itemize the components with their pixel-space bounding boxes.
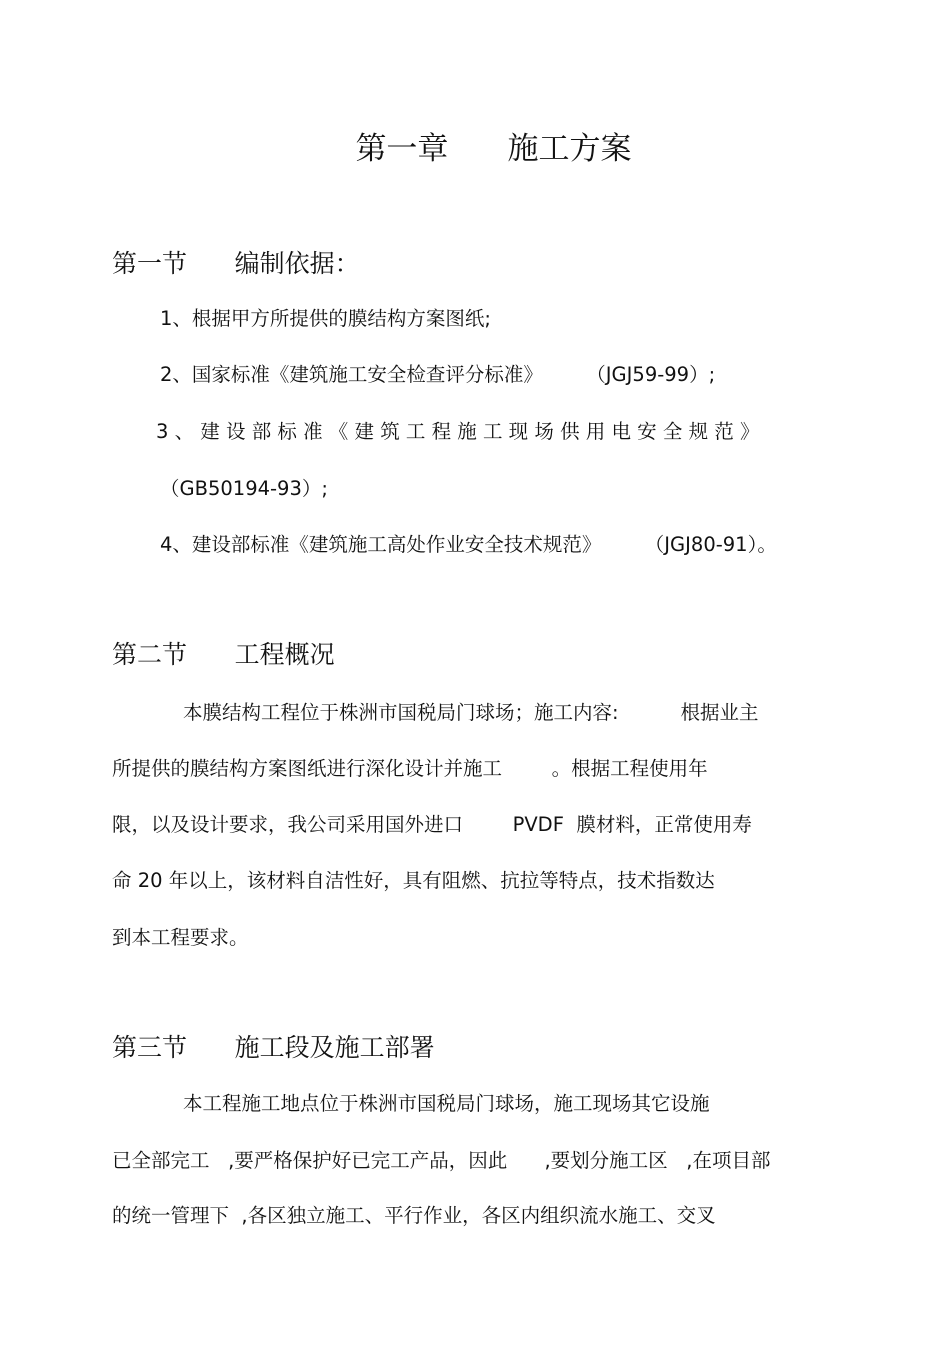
section2-line-4: 命 20 年以上，该材料自洁性好，具有阻燃、抗拉等特点，技术指数达 (112, 869, 715, 892)
section2-line-1: 本膜结构工程位于株洲市国税局门球场；施工内容: 根据业主 (183, 701, 759, 724)
section1-heading: 第一节 编制依据： (112, 249, 360, 278)
section2-line-2: 所提供的膜结构方案图纸进行深化设计并施工 。根据工程使用年 (112, 757, 708, 780)
section3-heading: 第三节 施工段及施工部署 (112, 1033, 435, 1062)
section1-item-3: 3 、 建 设 部 标 准 《 建 筑 工 程 施 工 现 场 供 用 电 安 全 规 范 》 (156, 420, 760, 443)
section3-line-1: 本工程施工地点位于株洲市国税局门球场，施工现场其它设施 (183, 1092, 710, 1115)
section3-line-2: 已全部完工 ,要严格保护好已完工产品，因此 ,要划分施工区 ,在项目部 (112, 1149, 771, 1172)
section1-item-2: 2、国家标准《建筑施工安全检查评分标准》 （JGJ59-99）; (160, 363, 716, 386)
section3-line-3: 的统一管理下 ,各区独立施工、平行作业，各区内组织流水施工、交叉 (112, 1204, 716, 1227)
section2-heading: 第二节 工程概况 (112, 640, 335, 669)
section1-item-1: 1、根据甲方所提供的膜结构方案图纸; (160, 307, 491, 330)
section2-line-3: 限，以及设计要求，我公司采用国外进口 PVDF 膜材料，正常使用寿 (112, 813, 752, 836)
section1-item-4: 4、建设部标准《建筑施工高处作业安全技术规范》 （JGJ80-91）。 (160, 533, 777, 556)
section2-line-5: 到本工程要求。 (112, 926, 249, 949)
chapter-title: 第一章 施工方案 (355, 131, 632, 167)
section1-item-3-code: （GB50194-93）; (160, 477, 328, 500)
